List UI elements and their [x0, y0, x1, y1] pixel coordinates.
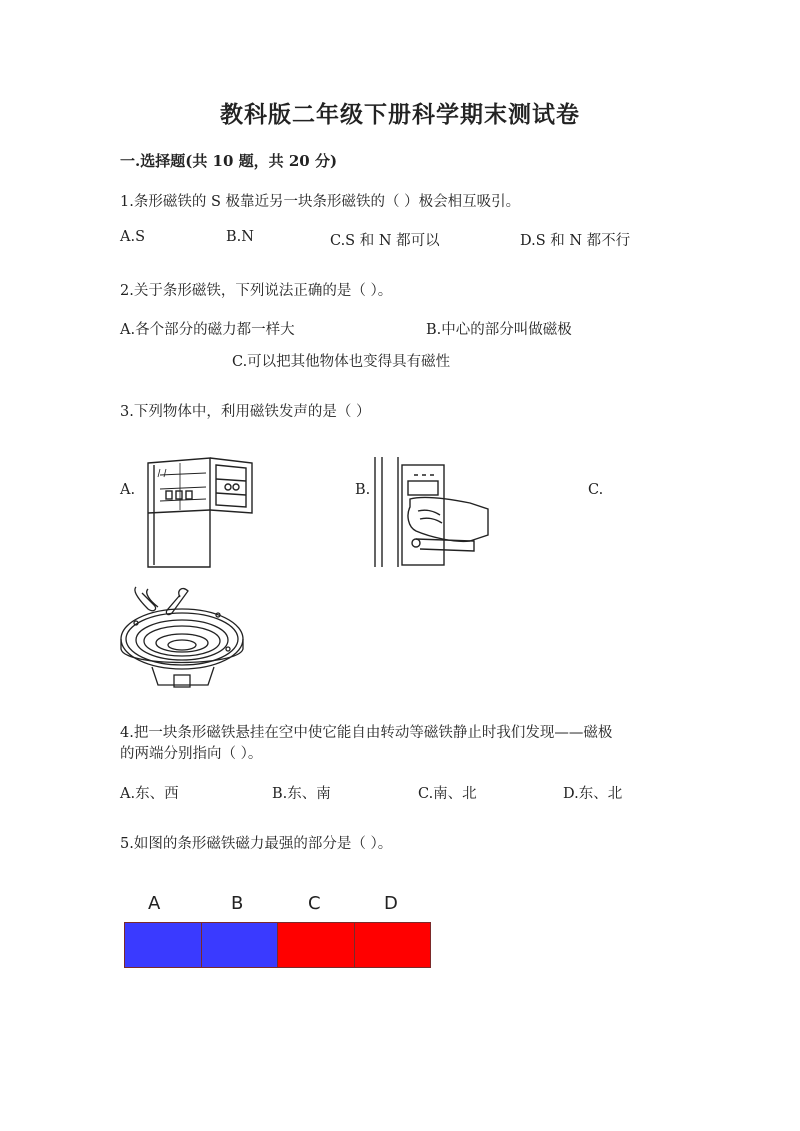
refrigerator-icon — [140, 455, 260, 570]
door-lock-hand-icon — [370, 455, 490, 570]
q4-option-c: C.南、北 — [418, 786, 477, 802]
q2-option-a: A.各个部分的磁力都一样大 — [120, 322, 295, 338]
q3-option-a: A. — [120, 482, 136, 498]
q1-option-b: B.N — [226, 229, 254, 245]
page-title: 教科版二年级下册科学期末测试卷 — [220, 101, 580, 128]
q1-option-d: D.S 和 N 都不行 — [520, 233, 631, 249]
speaker-paperclips-icon — [118, 583, 246, 691]
magnet-segment-c — [277, 922, 355, 968]
question-5-stem: 5.如图的条形磁铁磁力最强的部分是（ ）。 — [120, 836, 393, 852]
q2-option-c: C.可以把其他物体也变得具有磁性 — [232, 354, 451, 370]
q1-option-a: A.S — [120, 229, 146, 245]
magnet-label-c: C — [308, 893, 321, 914]
magnet-segment-a — [124, 922, 202, 968]
magnet-label-d: D — [384, 893, 398, 914]
section-heading: 一.选择题(共 10 题，共 20 分) — [120, 152, 338, 170]
q4-option-b: B.东、南 — [272, 786, 331, 802]
question-4-stem-line-2: 的两端分别指向（ ）。 — [120, 746, 263, 762]
question-3-stem: 3.下列物体中，利用磁铁发声的是（ ） — [120, 404, 371, 420]
q4-option-d: D.东、北 — [563, 786, 623, 802]
magnet-segment-b — [201, 922, 278, 968]
question-4-stem-line-1: 4.把一块条形磁铁悬挂在空中使它能自由转动等磁铁静止时我们发现——磁极 — [120, 725, 613, 741]
question-2-stem: 2.关于条形磁铁，下列说法正确的是（ ）。 — [120, 283, 393, 299]
q3-option-c: C. — [588, 482, 604, 498]
q1-option-c: C.S 和 N 都可以 — [330, 233, 440, 249]
question-1-stem: 1.条形磁铁的 S 极靠近另一块条形磁铁的（ ）极会相互吸引。 — [120, 194, 521, 210]
q2-option-b: B.中心的部分叫做磁极 — [426, 322, 572, 338]
magnet-label-b: B — [231, 893, 244, 914]
magnet-label-a: A — [148, 893, 161, 914]
q3-option-b: B. — [355, 482, 371, 498]
q4-option-a: A.东、西 — [120, 786, 179, 802]
magnet-segment-d — [354, 922, 431, 968]
